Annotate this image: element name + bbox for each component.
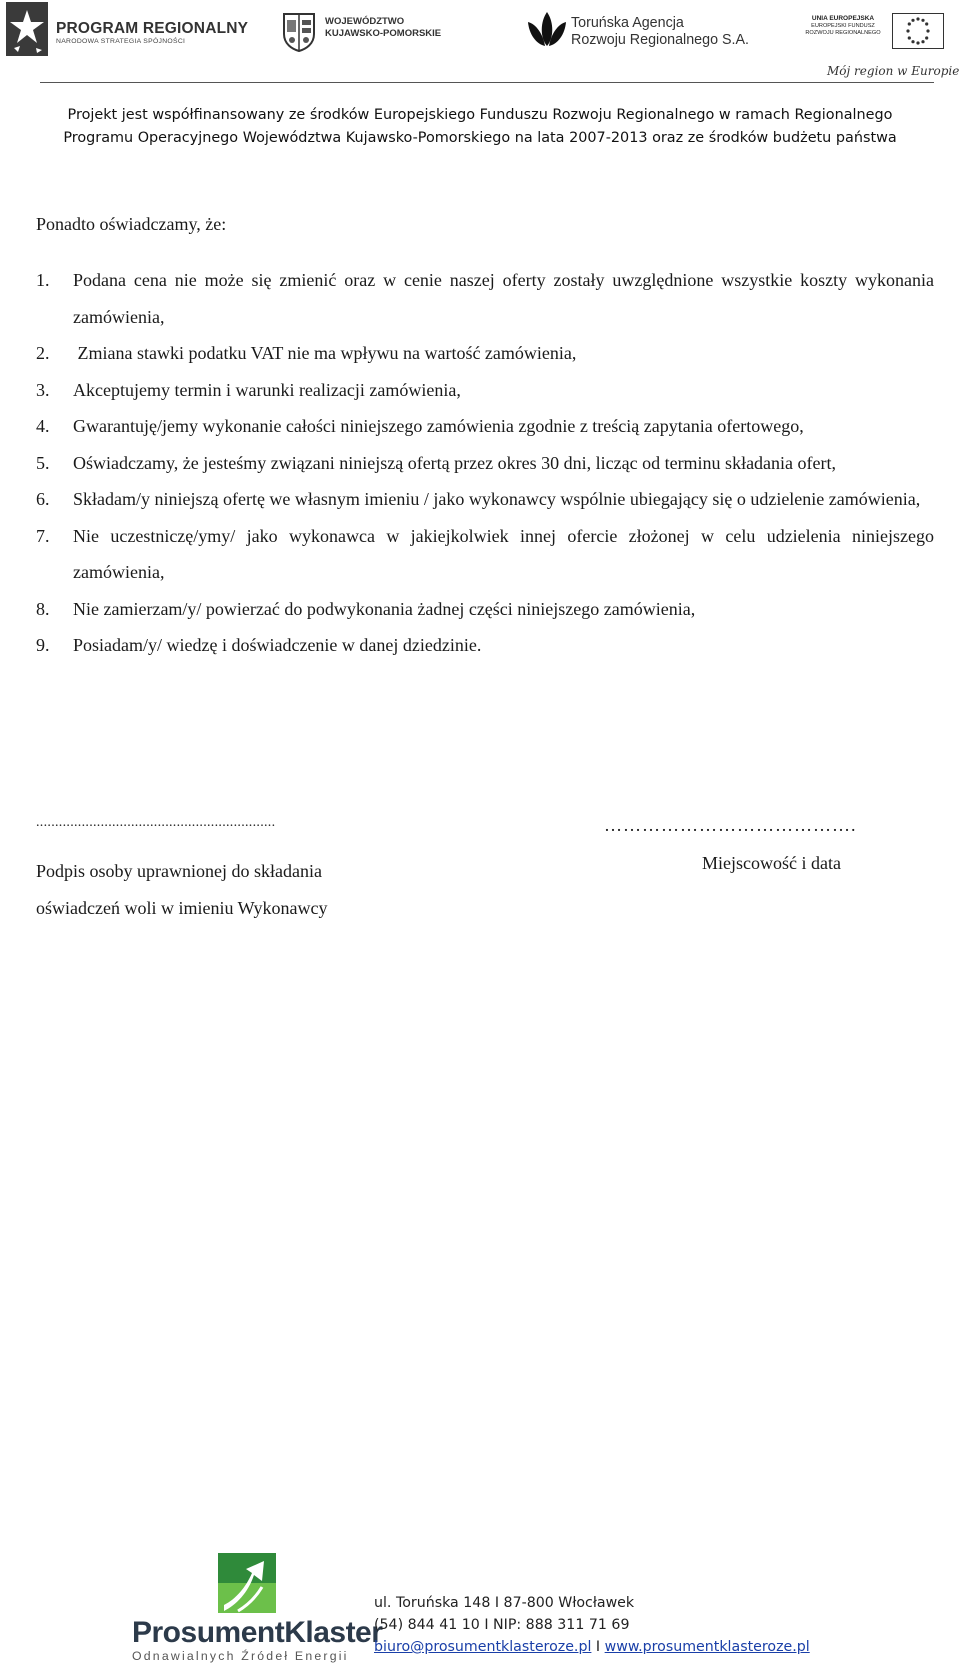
eu-flag-icon [892, 13, 944, 54]
declaration-list [36, 262, 934, 664]
program-regionalny-logo-text [56, 20, 248, 45]
list-item [36, 335, 934, 372]
cofinancing-line1: Projekt jest współfinansowany ze środków Europejskiego Funduszu Rozwoju Regionalnego w ramach Regionalnego [67, 107, 893, 123]
list-item-text: Podana cena nie może się zmienić oraz w cenie naszej oferty zostały uwzględnione wszystkie koszty wykonania zamówienia, [73, 270, 934, 327]
eu-logo-text [800, 15, 886, 37]
eu-line3: ROZWOJU REGIONALNEGO [805, 30, 881, 36]
declaration-intro: Ponadto oświadczamy, że: [36, 214, 227, 234]
email-link[interactable]: biuro@prosumentklasteroze.pl [374, 1639, 592, 1655]
torunska-agencja-lotus-icon [526, 10, 568, 53]
header-divider [40, 82, 934, 83]
prosument-klaster-logo-icon [218, 1553, 276, 1618]
signature-label [36, 853, 396, 926]
cofinancing-line2: Programu Operacyjnego Województwa Kujawsko-Pomorskiego na lata 2007-2013 oraz ze środków budżetu państwa [63, 130, 897, 146]
prosument-klaster-brand: ProsumentKlaster [132, 1616, 383, 1649]
list-item-text: Oświadczamy, że jesteśmy związani niniejszą ofertą przez okres 30 dni, licząc od terminu składania ofert, [73, 452, 837, 473]
program-regionalny-subtitle: NARODOWA STRATEGIA SPÓJNOŚCI [56, 38, 186, 45]
list-item-number: 2. [36, 343, 50, 363]
program-regionalny-logo-icon [6, 2, 48, 61]
list-item [36, 591, 934, 628]
signature-label-line1: Podpis osoby uprawnionej do składania [36, 861, 322, 881]
list-item-number: 6. [36, 489, 50, 509]
torunska-agencja-line1: Toruńska Agencja [571, 15, 684, 31]
list-item-number: 1. [36, 270, 50, 290]
list-item-text: Składam/y niniejszą ofertę we własnym imieniu / jako wykonawcy wspólnie ubiegający się o udzielenie zamówienia, [73, 489, 921, 509]
kujawsko-pomorskie-logo-text [325, 16, 441, 40]
list-item-number: 9. [36, 635, 50, 655]
list-item [36, 408, 934, 445]
torunska-agencja-logo-text [571, 15, 749, 49]
list-item-text: Zmiana stawki podatku VAT nie ma wpływu na wartość zamówienia, [73, 343, 577, 363]
eu-line2: EUROPEJSKI FUNDUSZ [811, 23, 875, 29]
slogan-signature: Mój region w Europie [827, 64, 960, 78]
list-item-text: Gwarantuję/jemy wykonanie całości niniejszego zamówienia zgodnie z treścią zapytania ofertowego, [73, 416, 804, 436]
list-item-text: Nie uczestniczę/ymy/ jako wykonawca w jakiejkolwiek innej ofercie złożonej w celu udzielenia niniejszego zamówienia, [73, 525, 934, 582]
list-item-number: 7. [36, 525, 50, 546]
kujawsko-pomorskie-crest-icon [282, 12, 316, 57]
list-item [36, 372, 934, 409]
program-regionalny-title: PROGRAM REGIONALNY [56, 20, 249, 37]
torunska-agencja-line2: Rozwoju Regionalnego S.A. [571, 32, 750, 48]
list-item-text: Nie zamierzam/y/ powierzać do podwykonania żadnej części niniejszego zamówienia, [73, 598, 696, 619]
prosument-klaster-tagline: Odnawialnych Źródeł Energii [132, 1649, 349, 1663]
cofinancing-notice [0, 104, 960, 150]
list-item-number: 4. [36, 416, 50, 436]
list-item-number: 3. [36, 379, 50, 400]
list-item [36, 445, 934, 482]
footer-separator: I [591, 1639, 605, 1655]
footer-phone-nip: (54) 844 41 10 I NIP: 888 311 71 69 [374, 1617, 630, 1633]
website-link[interactable]: www.prosumentklasteroze.pl [604, 1639, 810, 1655]
place-date-label: Miejscowość i data [702, 853, 841, 873]
footer-links [374, 1636, 810, 1658]
footer-address: ul. Toruńska 148 I 87-800 Włocławek [374, 1595, 635, 1611]
list-item-number: 5. [36, 452, 50, 473]
eu-line1: UNIA EUROPEJSKA [811, 15, 875, 22]
list-item [36, 481, 934, 518]
list-item-text: Posiadam/y/ wiedzę i doświadczenie w danej dziedzinie. [73, 635, 482, 655]
footer-contact [374, 1592, 810, 1658]
list-item [36, 518, 934, 591]
signature-dotted-line: ............................................................... [36, 815, 276, 830]
list-item [36, 262, 934, 335]
wojewodztwo-line1: WOJEWÓDZTWO [325, 16, 405, 27]
place-date-dotted-line: …………………………………. [604, 815, 857, 835]
list-item-text: Akceptujemy termin i warunki realizacji zamówienia, [73, 379, 461, 400]
wojewodztwo-line2: KUJAWSKO-POMORSKIE [325, 28, 442, 39]
list-item-number: 8. [36, 598, 50, 619]
list-item [36, 627, 934, 664]
signature-label-line2: oświadczeń woli w imieniu Wykonawcy [36, 897, 328, 918]
